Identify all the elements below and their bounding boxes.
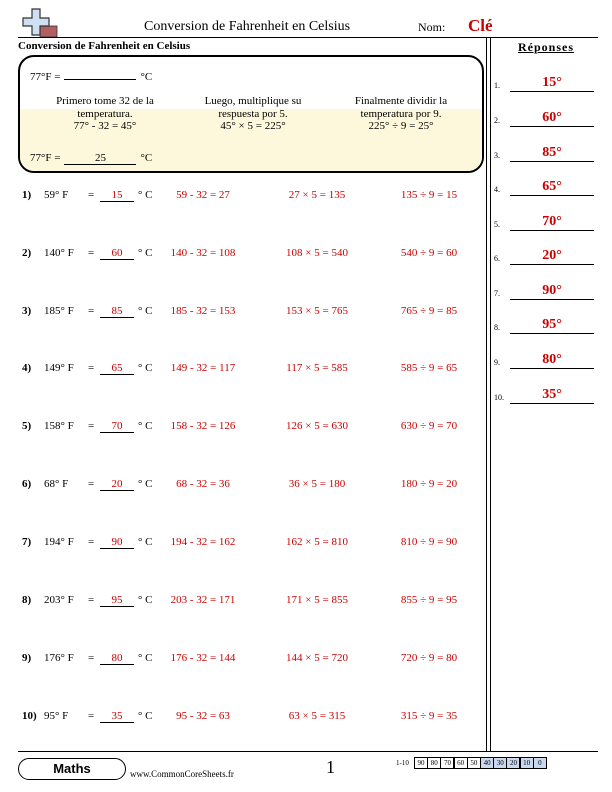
answer-blank: 85 <box>100 305 134 318</box>
score-cell: 80 <box>427 757 441 769</box>
example-step-1: Primero tome 32 de la temperatura. 77° - 32 = 45° <box>56 95 154 132</box>
answer-key-item: 2. 60° <box>494 107 598 127</box>
problem-row: 5) 158° F = 70 ° C 158 - 32 = 126 126 × 5 = 630 630 ÷ 9 = 70 <box>22 420 458 432</box>
example-answer-value: 25 <box>64 152 136 165</box>
example-answer: 77°F = 25 °C <box>30 152 153 164</box>
score-cell: 40 <box>480 757 494 769</box>
name-label: Nom: <box>418 20 446 34</box>
answer-blank: 80 <box>100 652 134 665</box>
section-title: Conversion de Fahrenheit en Celsius <box>18 40 191 52</box>
score-cell: 20 <box>506 757 520 769</box>
problem-row: 9) 176° F = 80 ° C 176 - 32 = 144 144 × 5 = 720 720 ÷ 9 = 80 <box>22 652 458 664</box>
score-cell: 70 <box>440 757 454 769</box>
column-divider <box>490 37 491 751</box>
answer-blank: 65 <box>100 362 134 375</box>
answer-blank: 90 <box>100 536 134 549</box>
score-label: 1-10 <box>396 759 409 767</box>
example-step-2: Luego, multiplique su respuesta por 5. 45° × 5 = 225° <box>204 95 302 132</box>
score-cell: 30 <box>493 757 507 769</box>
problem-row: 8) 203° F = 95 ° C 203 - 32 = 171 171 × 5 = 855 855 ÷ 9 = 95 <box>22 594 458 606</box>
footer-divider <box>18 751 598 752</box>
answer-key-item: 10. 35° <box>494 384 598 404</box>
problem-row: 2) 140° F = 60 ° C 140 - 32 = 108 108 × 5 = 540 540 ÷ 9 = 60 <box>22 247 458 259</box>
problem-row: 6) 68° F = 20 ° C 68 - 32 = 36 36 × 5 = 180 180 ÷ 9 = 20 <box>22 478 458 490</box>
example-box <box>18 55 484 173</box>
problem-row: 3) 185° F = 85 ° C 185 - 32 = 153 153 × 5 = 765 765 ÷ 9 = 85 <box>22 305 458 317</box>
answer-blank: 35 <box>100 710 134 723</box>
problem-row: 1) 59° F = 15 ° C 59 - 32 = 27 27 × 5 = 135 135 ÷ 9 = 15 <box>22 189 458 201</box>
answer-blank: 15 <box>100 189 134 202</box>
answer-blank: 60 <box>100 247 134 260</box>
example-question: 77°F = °C <box>30 67 152 83</box>
score-cell: 10 <box>520 757 534 769</box>
answer-key-item: 1. 15° <box>494 72 598 92</box>
answer-key-item: 3. 85° <box>494 142 598 162</box>
example-step-3: Finalmente dividir la temperatura por 9. 225° ÷ 9 = 25° <box>354 95 448 132</box>
example-blank <box>64 67 136 80</box>
answer-blank: 95 <box>100 594 134 607</box>
problem-row: 4) 149° F = 65 ° C 149 - 32 = 117 117 × 5 = 585 585 ÷ 9 = 65 <box>22 362 458 374</box>
header-divider <box>18 37 598 38</box>
page-title: Conversion de Fahrenheit en Celsius <box>144 19 351 34</box>
problem-row: 10) 95° F = 35 ° C 95 - 32 = 63 63 × 5 = 315 315 ÷ 9 = 35 <box>22 710 458 722</box>
column-divider <box>486 37 487 751</box>
answer-key-item: 4. 65° <box>494 176 598 196</box>
maths-button: Maths <box>18 758 126 780</box>
score-cell: 60 <box>454 757 468 769</box>
answer-key-item: 8. 95° <box>494 314 598 334</box>
page-number: 1 <box>326 757 335 777</box>
answer-key-item: 5. 70° <box>494 211 598 231</box>
score-cell: 0 <box>533 757 547 769</box>
answer-key-item: 6. 20° <box>494 245 598 265</box>
answer-blank: 70 <box>100 420 134 433</box>
score-cell: 90 <box>414 757 428 769</box>
plus-logo-icon <box>18 6 58 40</box>
site-url: www.CommonCoreSheets.fr <box>130 769 234 779</box>
answer-key-item: 7. 90° <box>494 280 598 300</box>
answer-key-item: 9. 80° <box>494 349 598 369</box>
answers-title: Réponses <box>517 40 574 54</box>
name-value: Clé <box>468 16 493 35</box>
score-table <box>396 757 547 769</box>
score-cell: 50 <box>467 757 481 769</box>
answer-blank: 20 <box>100 478 134 491</box>
problem-row: 7) 194° F = 90 ° C 194 - 32 = 162 162 × 5 = 810 810 ÷ 9 = 90 <box>22 536 458 548</box>
